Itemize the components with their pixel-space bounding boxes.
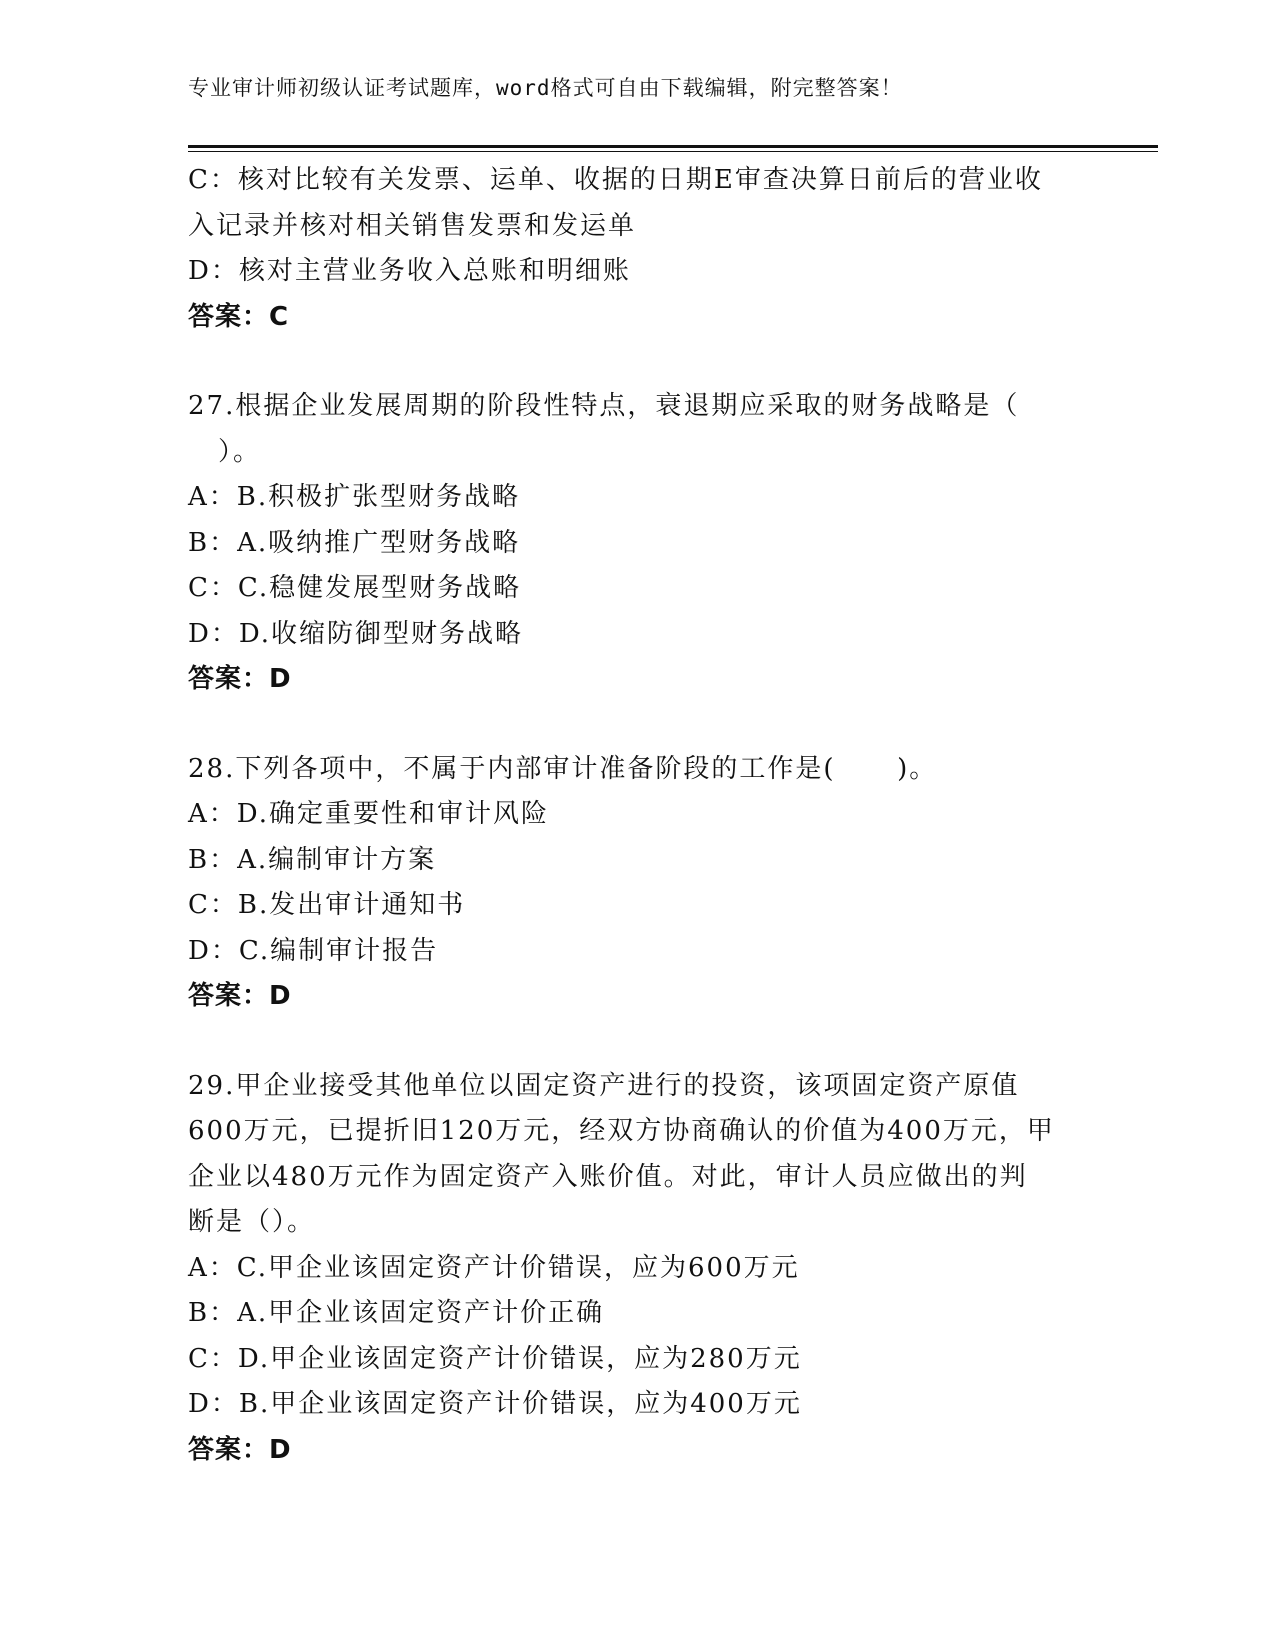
answer: 答案：D [188,1434,292,1465]
question-stem: 29.甲企业接受其他单位以固定资产进行的投资，该项固定资产原值 [188,1070,1020,1101]
question-stem-line-3: 企业以480万元作为固定资产入账价值。对此，审计人员应做出的判 [188,1161,1028,1192]
option-d: D：C.编制审计报告 [188,935,439,966]
spacer [188,703,1088,747]
question-stem-continued: ）。 [218,436,262,467]
question-29 [188,1064,1088,1474]
question-stem-line-4: 断是（）。 [188,1207,316,1237]
question-content [188,158,1088,1473]
option-d: D：D.收缩防御型财务战略 [188,618,524,649]
question-stem: 27.根据企业发展周期的阶段性特点，衰退期应采取的财务战略是（ [188,391,1020,421]
question-stem-line-2: 600万元，已提折旧120万元，经双方协商确认的价值为400万元，甲 [188,1116,1055,1146]
header-rule-thin [188,151,1158,152]
option-a: A：C.甲企业该固定资产计价错误，应为600万元 [188,1252,800,1283]
option-c: C：核对比较有关发票、运单、收据的日期E审查决算日前后的营业收 [188,165,1043,195]
question-27 [188,384,1088,703]
option-b: B：A.编制审计方案 [188,844,437,875]
question-stem: 28.下列各项中，不属于内部审计准备阶段的工作是( )。 [188,753,938,784]
spacer [188,340,1088,384]
header-rule-thick [188,145,1158,148]
option-c: C：C.稳健发展型财务战略 [188,573,522,603]
option-b: B：A.甲企业该固定资产计价正确 [188,1298,605,1328]
option-a: A：D.确定重要性和审计风险 [188,799,549,829]
spacer [188,1020,1088,1064]
option-a: A：B.积极扩张型财务战略 [188,482,521,512]
option-c: C：B.发出审计通知书 [188,890,466,920]
option-c: C：D.甲企业该固定资产计价错误，应为280万元 [188,1343,802,1374]
answer: 答案：D [188,664,292,694]
option-b: B：A.吸纳推广型财务战略 [188,527,521,558]
question-26-continuation [188,158,1088,340]
page-header: 专业审计师初级认证考试题库，word格式可自由下载编辑，附完整答案！ [188,76,903,100]
question-28 [188,747,1088,1020]
answer: 答案：C [188,301,290,332]
answer: 答案：D [188,981,292,1011]
option-c-continued: 入记录并核对相关销售发票和发运单 [188,210,637,241]
option-d: D：B.甲企业该固定资产计价错误，应为400万元 [188,1389,802,1419]
option-d: D：核对主营业务收入总账和明细账 [188,256,631,286]
